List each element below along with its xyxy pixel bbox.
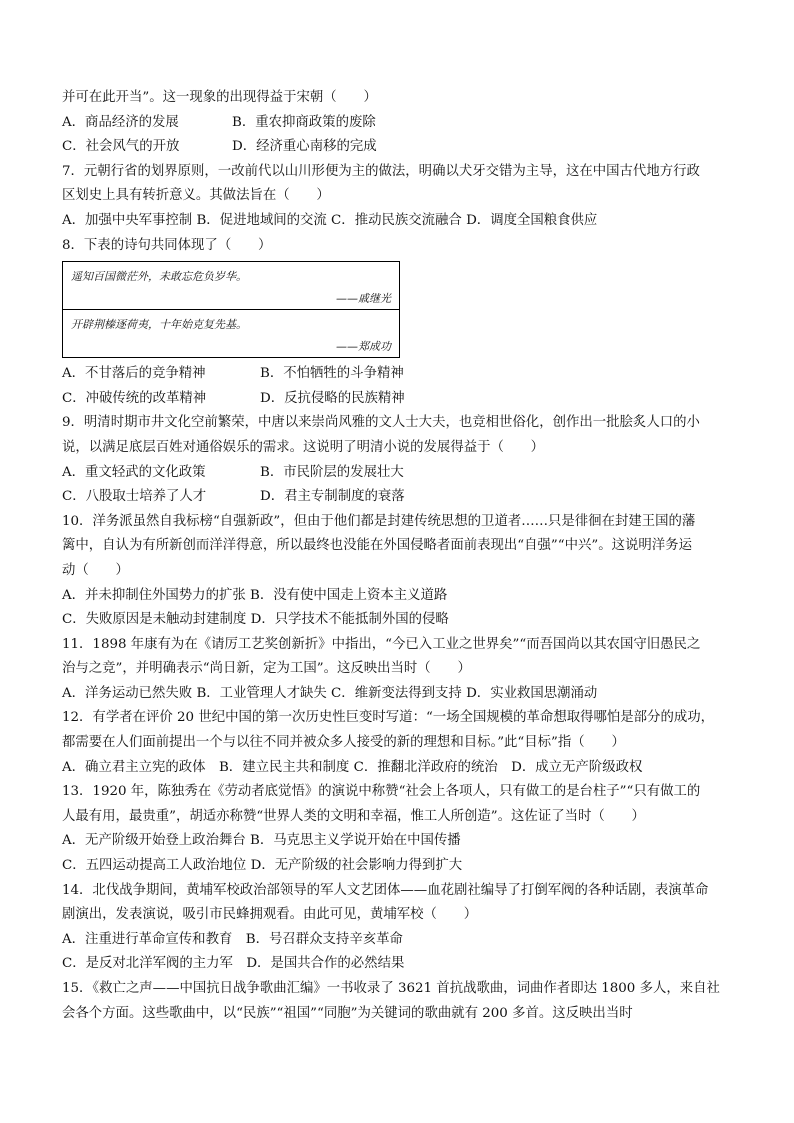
q12-stem-line-2: 都需要在人们面前提出一个与以往不同并被众多人接受的新的理想和目标。”此“目标”指（ ） (62, 735, 625, 751)
q8-verse-text: 遥知百国微茫外，未敢忘危负岁华。 (71, 270, 247, 284)
q8-option-a: A．不甘落后的竞争精神 (62, 366, 206, 382)
q8-verse-table (62, 261, 400, 358)
q8-option-c: C．冲破传统的改革精神 (62, 390, 207, 406)
q11-stem-line-1: 11．1898 年康有为在《请厉工艺奖创新折》中指出，“今已入工业之世界矣”“而吾国尚以其农国守旧愚民之 (62, 636, 701, 652)
q10-options-row-1: A．并未抑制住外国势力的扩张 B．没有使中国走上资本主义道路 (62, 587, 448, 603)
q12-options: A．确立君主立宪的政体 B．建立民主共和制度 C．推翻北洋政府的统治 D．成立无产阶级政权 (62, 759, 643, 775)
q8-options-row-2 (62, 387, 734, 412)
q9-options-row-1 (62, 461, 734, 486)
q12-stem-line-1: 12．有学者在评价 20 世纪中国的第一次历史性巨变时写道：“一场全国规模的革命想取得哪怕是部分的成功， (62, 710, 715, 726)
q14-options-row-1: A．注重进行革命宣传和教育 B．号召群众支持辛亥革命 (62, 931, 403, 947)
q8-option-b: B．不怕牺牲的斗争精神 (260, 366, 404, 382)
q8-verse-text: 开辟荆榛逐荷夷，十年始克复先基。 (71, 318, 247, 332)
q6-stem-tail: 并可在此开当”。这一现象的出现得益于宋朝（ ） (62, 90, 377, 105)
q9-stem-line-2: 说，以满足底层百姓对通俗娱乐的需求。这说明了明清小说的发展得益于（ ） (62, 439, 545, 455)
q9-option-d: D．君主专制制度的衰落 (260, 489, 405, 505)
q9-option-b: B．市民阶层的发展壮大 (260, 464, 404, 480)
q9-stem-line-1: 9．明清时期市井文化空前繁荣，中唐以来崇尚风雅的文人士大夫，也竞相世俗化，创作出一批脍炙人口的小 (62, 415, 700, 431)
q6-option-a: A．商品经济的发展 (62, 114, 179, 130)
q13-options-row-2: C．五四运动提高工人政治地位 D．无产阶级的社会影响力得到扩大 (62, 858, 463, 874)
q7-stem-line-2: 区划史上具有转折意义。其做法旨在（ ） (62, 188, 330, 204)
q15-stem-line-1: 15．《救亡之声——中国抗日战争歌曲汇编》一书收录了 3621 首抗战歌曲，词曲作者即达 1800 多人，来自社 (62, 981, 720, 996)
q11-options: A．洋务运动已然失败 B．工业管理人才缺失 C．维新变法得到支持 D．实业救国思潮涌动 (62, 685, 598, 701)
q6-option-b: B．重农抑商政策的废除 (232, 114, 376, 130)
q9-options-row-2 (62, 485, 734, 510)
q10-stem-line-2: 篱中，自认为有所新创而洋洋得意，所以最终也没能在外国侵略者面前表现出“自强”“中兴”。这说明洋务运 (62, 538, 692, 554)
q9-option-a: A．重文轻武的文化政策 (62, 464, 206, 480)
q14-stem-line-1: 14．北伐战争期间，黄埔军校政治部领导的军人文艺团体——血花剧社编导了打倒军阀的各种话剧，表演革命 (62, 882, 709, 898)
q7-stem-line-1: 7．元朝行省的划界原则，一改前代以山川形便为主的做法，明确以犬牙交错为主导，这在中国古代地方行政 (62, 163, 700, 179)
q8-options-row-1 (62, 362, 734, 387)
q10-stem-line-1: 10．洋务派虽然自我标榜“自强新政”，但由于他们都是封建传统思想的卫道者……只是徘徊在封建王国的藩 (62, 513, 696, 529)
q8-option-d: D．反抗侵略的民族精神 (260, 390, 405, 406)
q6-option-d: D．经济重心南移的完成 (232, 139, 377, 155)
q13-stem-line-2: 人最有用，最贵重”，胡适亦称赞“世界人类的文明和幸福，惟工人所创造”。这佐证了当时（ ） (62, 808, 645, 824)
q14-options-row-2: C．是反对北洋军阀的主力军 D．是国共合作的必然结果 (62, 956, 405, 972)
q11-stem-line-2: 治与之竞”，并明确表示“尚日新，定为工国”。这反映出当时（ ） (62, 661, 471, 677)
q13-stem-line-1: 13．1920 年，陈独秀在《劳动者底觉悟》的演说中称赞“社会上各项人，只有做工的是台柱子”“只有做工的 (62, 784, 701, 800)
exam-page (62, 86, 734, 1026)
q9-option-c: C．八股取士培养了人才 (62, 489, 207, 505)
q14-stem-line-2: 剧演出，发表演说，吸引市民蜂拥观看。由此可见，黄埔军校（ ） (62, 907, 478, 923)
q10-options-row-2: C．失败原因是未触动封建制度 D．只学技术不能抵制外国的侵略 (62, 612, 449, 628)
q13-options-row-1: A．无产阶级开始登上政治舞台 B．马克思主义学说开始在中国传播 (62, 833, 461, 849)
q8-verse-author: ——郑成功 (336, 340, 391, 354)
q8-verse-row (63, 309, 399, 357)
q8-verse-row (63, 262, 399, 309)
q6-options-row-2 (62, 135, 734, 160)
q15-stem-line-2: 会各个方面。这些歌曲中，以“民族”“祖国”“同胞”为关键词的歌曲就有 200 多首。这反映出当时 (62, 1005, 633, 1021)
q8-verse-author: ——戚继光 (336, 292, 391, 306)
q6-options-row-1 (62, 111, 734, 136)
q10-stem-line-3: 动（ ） (62, 562, 129, 578)
q7-options: A．加强中央军事控制 B．促进地域间的交流 C．推动民族交流融合 D．调度全国粮食供应 (62, 212, 598, 228)
q8-stem: 8．下表的诗句共同体现了（ ） (62, 237, 272, 253)
q6-option-c: C．社会风气的开放 (62, 139, 180, 155)
